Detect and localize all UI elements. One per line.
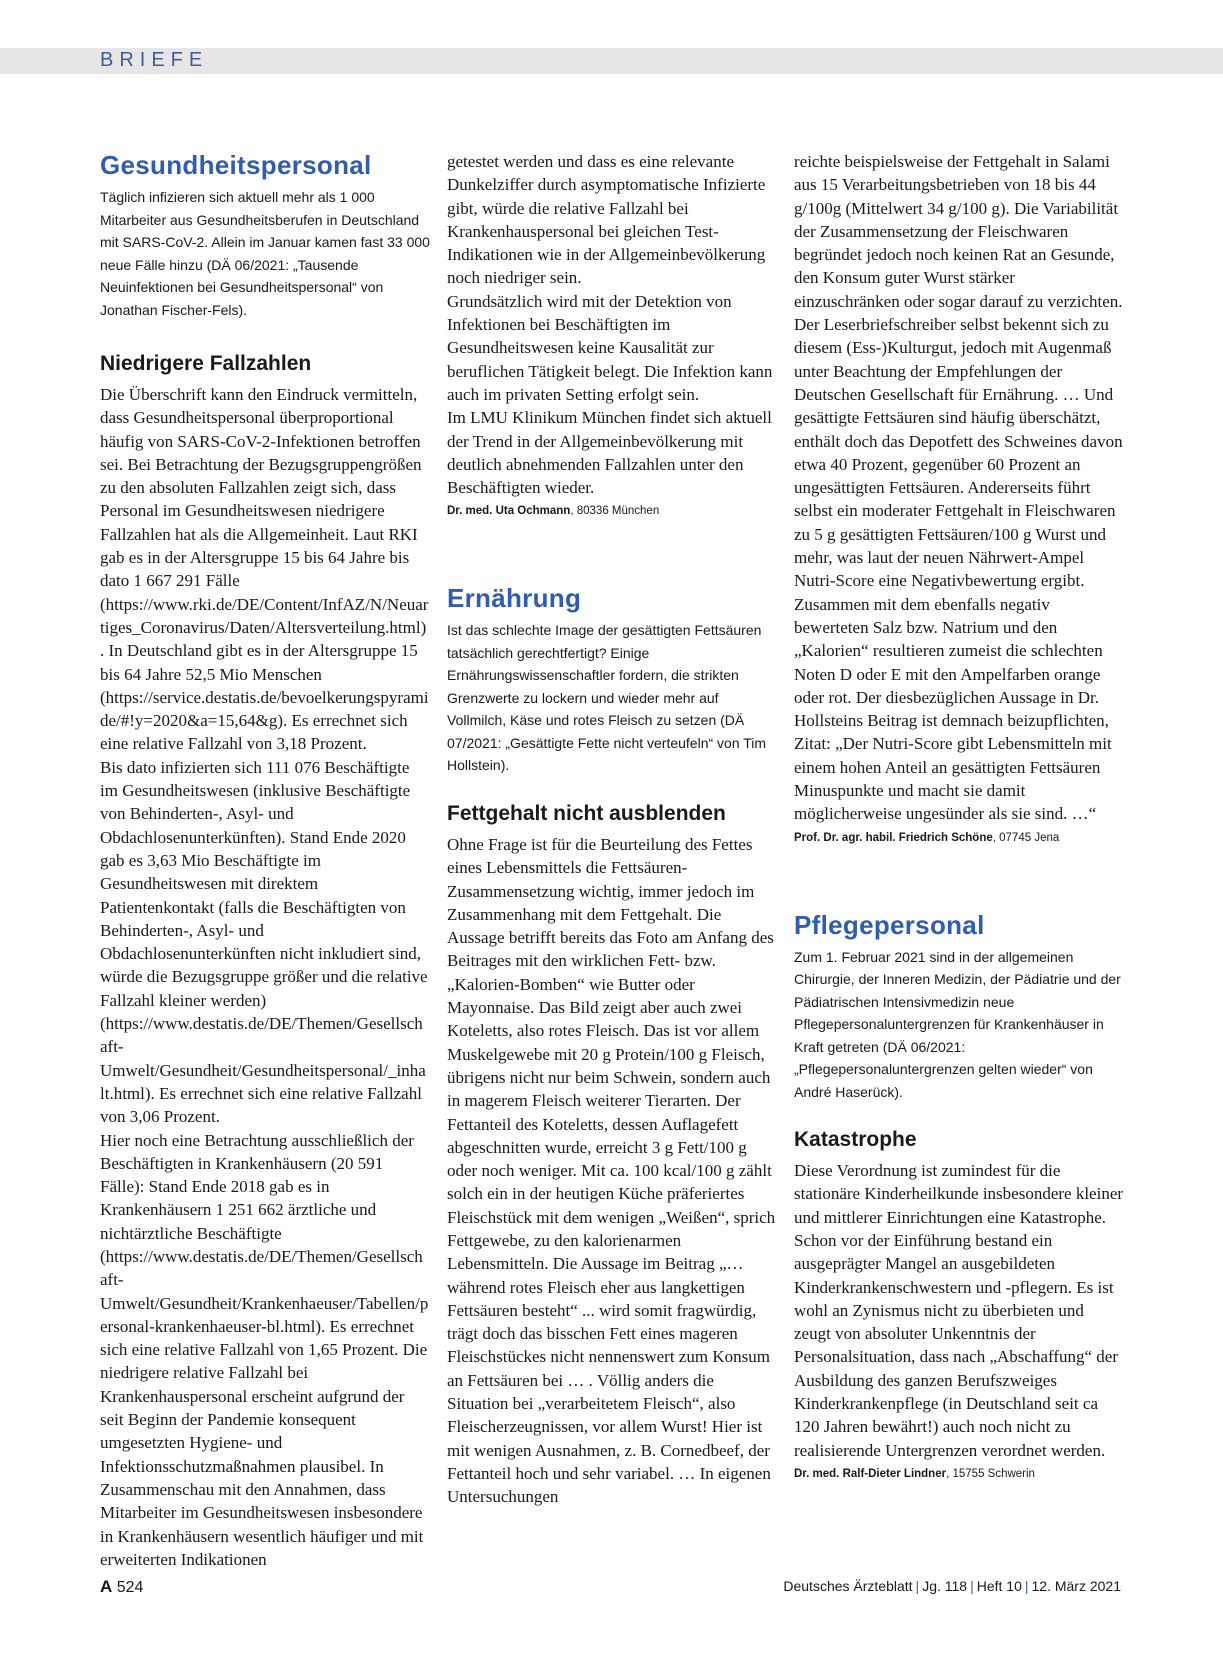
letter-body — [447, 150, 777, 499]
column-1 — [100, 150, 430, 1571]
journal-info — [783, 1578, 1121, 1594]
page-number — [100, 1577, 143, 1597]
separator: | — [970, 1578, 974, 1594]
letter-body: reichte beispielsweise der Fettgehalt in Salami aus 15 Verarbeitungsbetrieben von 18 bis 44 g/100g (Mittelwert 34 g/100 g). Die Variabilität der Zusammensetzung der Fleischwaren begründet jedoch noch keinen Rat an Gesunde, den Konsum guter Wurst stärker einzuschränken oder sogar darauf zu verzichten. Der Leserbriefschreiber selbst bekennt sich zu diesem (Ess-)Kulturgut, jedoch mit Augenmaß unter Beachtung der Empfehlungen der Deutschen Gesellschaft für Ernährung. … Und gesättigte Fettsäuren sind häufig überschätzt, enthält doch das Depotfett des Schweines davon etwa 40 Prozent, gegenüber 60 Prozent an ungesättigten Fettsäuren. Andererseits führt selbst ein moderater Fettgehalt in Fleischwaren zu 5 g gesättigten Fettsäuren/100 g Wurst und mehr, was laut der neuen Nährwert-Ampel Nutri-Score eine Negativbewertung ergibt. Zusammen mit dem ebenfalls negativ bewerteten Salz bzw. Natrium und den „Kalorien“ resultieren zumeist die schlechten Noten D oder E mit den Ampelfarben orange oder rot. Der diesbezüglichen Aussage in Dr. Hollsteins Beitrag ist demnach beizupflichten, Zitat: „Der Nutri-Score gibt Lebensmitteln mit einem hohen Anteil an gesättigten Fettsäuren Minuspunkte und macht sie damit möglicherweise ungesünder als sie sind. …“ — [794, 152, 1123, 824]
volume: Jg. 118 — [922, 1578, 968, 1594]
letter-signature — [794, 1466, 1124, 1482]
page-prefix: A — [100, 1577, 113, 1596]
topic-intro: Ist das schlechte Image der gesättigten Fettsäuren tatsächlich gerechtfertigt? Einige Ernährungswissenschaftler fordern, die strikten Grenzwerte zu lockern und wieder mehr auf Vollmilch, Käse und rotes Fleisch zu setzen (DÄ 07/2021: „Gesättigte Fette nicht verteufeln“ von Tim Hollstein). — [447, 622, 767, 774]
author-place: , 15755 Schwerin — [946, 1467, 1035, 1480]
separator: | — [1024, 1578, 1029, 1594]
letter-body: Ohne Frage ist für die Beurteilung des Fettes eines Lebensmittels die Fettsäuren-Zusammensetzung wichtig, immer jedoch im Zusammenhang mit dem Fettgehalt. Die Aussage betrifft bereits das Foto am Anfang des Beitrages mit den wirklichen Fett- bzw. „Kalorien-Bomben“ wie Butter oder Mayonnaise. Das Bild zeigt aber auch zwei Koteletts, also rotes Fleisch. Das ist vor allem Muskelgewebe mit 20 g Protein/100 g Fleisch, übrigens nicht nur beim Schwein, sondern auch in magerem Fleisch weiterer Tierarten. Der Fettanteil des Koteletts, dessen Auflagefett abgeschnitten wurde, erreicht 3 g Fett/100 g oder noch weniger. Mit ca. 100 kcal/100 g zählt solch ein in der heutigen Küche präferiertes Fleischstück mit dem wenigen „Weißen“, sprich Fettgewebe, zu den kalorienarmen Lebensmitteln. Die Aussage im Beitrag „… während rotes Fleisch eher aus langkettigen Fettsäuren besteht“ ... wird somit fragwürdig, trägt doch das bisschen Fett eines mageren Fleischstückes nicht nennenswert zum Konsum an Fettsäuren bei … . Völlig anders die Situation bei „verarbeitetem Fleisch“, also Fleischerzeugnissen, vor allem Wurst! Hier ist mit wenigen Ausnahmen, z. B. Cornedbeef, der Fettanteil hoch und sehr variabel. … In eigenen Untersuchungen — [447, 834, 776, 1507]
letter-signature — [447, 503, 777, 519]
letter-title: Fettgehalt nicht ausblenden — [447, 801, 726, 825]
author-place: , 07745 Jena — [992, 831, 1060, 844]
paragraph: Die Überschrift kann den Eindruck vermitteln, dass Gesundheitspersonal überproportional häufig von SARS-CoV-2-Infektionen betroffen sei. Bei Betrachtung der Bezugsgruppengrößen zu den absoluten Fallzahlen zeigt sich, dass Personal im Gesundheitswesen niedrigere Fallzahlen hat als die Allgemeinheit. Laut RKI gab es in der Altersgruppe 15 bis 64 Jahre bis dato 1 667 291 Fälle (https://www.rki.de/DE/Content/InfAZ/N/Neuartiges_Coronavirus/Daten/Altersverteilung.html). In Deutschland gibt es in der Altersgruppe 15 bis 64 Jahre 52,5 Mio Menschen (https://service.destatis.de/bevoelkerungspyramide/#!y=2020&a=15,64&g). Es errechnet sich eine relative Fallzahl von 3,18 Prozent. — [100, 385, 429, 754]
author-place: , 80336 München — [570, 505, 660, 518]
paragraph: Grundsätzlich wird mit der Detektion von Infektionen bei Beschäftigten im Gesundheitswesen keine Kausalität zur beruflichen Tätigkeit belegt. Die Infektion kann auch im privaten Setting erfolgt sein. — [447, 291, 773, 404]
section-label: BRIEFE — [100, 49, 209, 71]
author-name: Dr. med. Uta Ochmann — [447, 505, 571, 518]
separator: | — [915, 1578, 920, 1594]
author-name: Prof. Dr. agr. habil. Friedrich Schöne — [794, 831, 993, 844]
paragraph: Im LMU Klinikum München findet sich aktuell der Trend in der Allgemeinbevölkerung mit deutlich abnehmenden Fallzahlen unter den Beschäftigten wieder. — [447, 408, 772, 498]
page-number-value: 524 — [116, 1579, 144, 1596]
paragraph: Hier noch eine Betrachtung ausschließlich der Beschäftigten in Krankenhäusern (20 591 Fälle): Stand Ende 2018 gab es in Krankenhäusern 1 251 662 ärztliche und nichtärztliche Beschäftigte (https://www.destatis.de/DE/Themen/Gesellschaft-Umwelt/Gesundheit/Krankenhaeuser/Tabellen/personal-krankenhaeuser-bl.html). Es errechnet sich eine relative Fallzahl von 1,65 Prozent. Die niedrigere relative Fallzahl bei Krankenhauspersonal erscheint aufgrund der seit Beginn der Pandemie konsequent umgesetzten Hygiene- und Infektionsschutzmaßnahmen plausibel. In Zusammenschau mit den Annahmen, dass Mitarbeiter im Gesundheitswesen insbesondere in Krankenhäusern wesentlich häufiger und mit erweiterten Indikationen — [100, 1130, 429, 1569]
author-name: Dr. med. Ralf-Dieter Lindner — [794, 1467, 947, 1480]
letter-body — [100, 383, 430, 1571]
letter-body: Diese Verordnung ist zumindest für die stationäre Kinderheilkunde insbesondere kleiner und mittlerer Einrichtungen eine Katastrophe. Schon vor der Einführung bestand ein ausgeprägter Mangel an ausgebildeten Kinderkrankenschwestern und -pflegern. Es ist wohl an Zynismus nicht zu überbieten und zeugt von absoluter Unkenntnis der Personalsituation, dass nach „Abschaffung“ der Ausbildung des ganzen Berufszweiges Kinderkrankenpflege (in Deutschland seit ca 120 Jahren bewährt!) auch noch nicht zu realisierende Untergrenzen verordnet werden. — [794, 1161, 1124, 1460]
letter-signature — [794, 830, 1124, 846]
letter-title: Katastrophe — [794, 1128, 917, 1152]
topic-title-pflegepersonal: Pflegepersonal — [794, 909, 985, 940]
column-3 — [794, 150, 1124, 1482]
topic-intro: Täglich infizieren sich aktuell mehr als 1 000 Mitarbeiter aus Gesundheitsberufen in Deutschland mit SARS-CoV-2. Allein im Januar kamen fast 33 000 neue Fälle hinzu (DÄ 06/2021: „Tausende Neuinfektionen bei Gesundheitspersonal“ von Jonathan Fischer-Fels). — [100, 189, 430, 318]
journal-name: Deutsches Ärzteblatt — [783, 1578, 913, 1594]
paragraph: getestet werden und dass es eine relevante Dunkelziffer durch asymptomatische Infizierte gibt, würde die relative Fallzahl bei Krankenhauspersonal bei gleichen Test-Indikationen wie in der Allgemeinbevölkerung noch niedriger sein. — [447, 152, 766, 288]
letter-title: Niedrigere Fallzahlen — [100, 352, 312, 375]
topic-intro: Zum 1. Februar 2021 sind in der allgemeinen Chirurgie, der Inneren Medizin, der Pädiatrie und der Pädiatrischen Intensivmedizin neue Pflegepersonaluntergrenzen für Krankenhäuser in Kraft getreten (DÄ 06/2021: „Pflegepersonaluntergrenzen gelten wieder“ von André Haserück). — [794, 948, 1121, 1100]
paragraph: Bis dato infizierten sich 111 076 Beschäftigte im Gesundheitswesen (inklusive Beschäftigte von Behinderten-, Asyl- und Obdachlosenunterkünften). Stand Ende 2020 gab es 3,63 Mio Beschäftigte im Gesundheitswesen mit direktem Patientenkontakt (falls die Beschäftigten von Behinderten-, Asyl- und Obdachlosenunterkünften nicht inkludiert sind, würde die Bezugsgruppe größer und die relative Fallzahl kleiner werden) (https://www.destatis.de/DE/Themen/Gesellschaft-Umwelt/Gesundheit/Gesundheitspersonal/_inhalt.html). Es errechnet sich eine relative Fallzahl von 3,06 Prozent. — [100, 757, 428, 1127]
column-2 — [447, 150, 777, 1509]
issue: Heft 10 — [976, 1578, 1022, 1594]
topic-title-ernaehrung: Ernährung — [447, 583, 582, 614]
issue-date: 12. März 2021 — [1031, 1578, 1121, 1594]
topic-title-gesundheitspersonal: Gesundheitspersonal — [100, 150, 372, 180]
